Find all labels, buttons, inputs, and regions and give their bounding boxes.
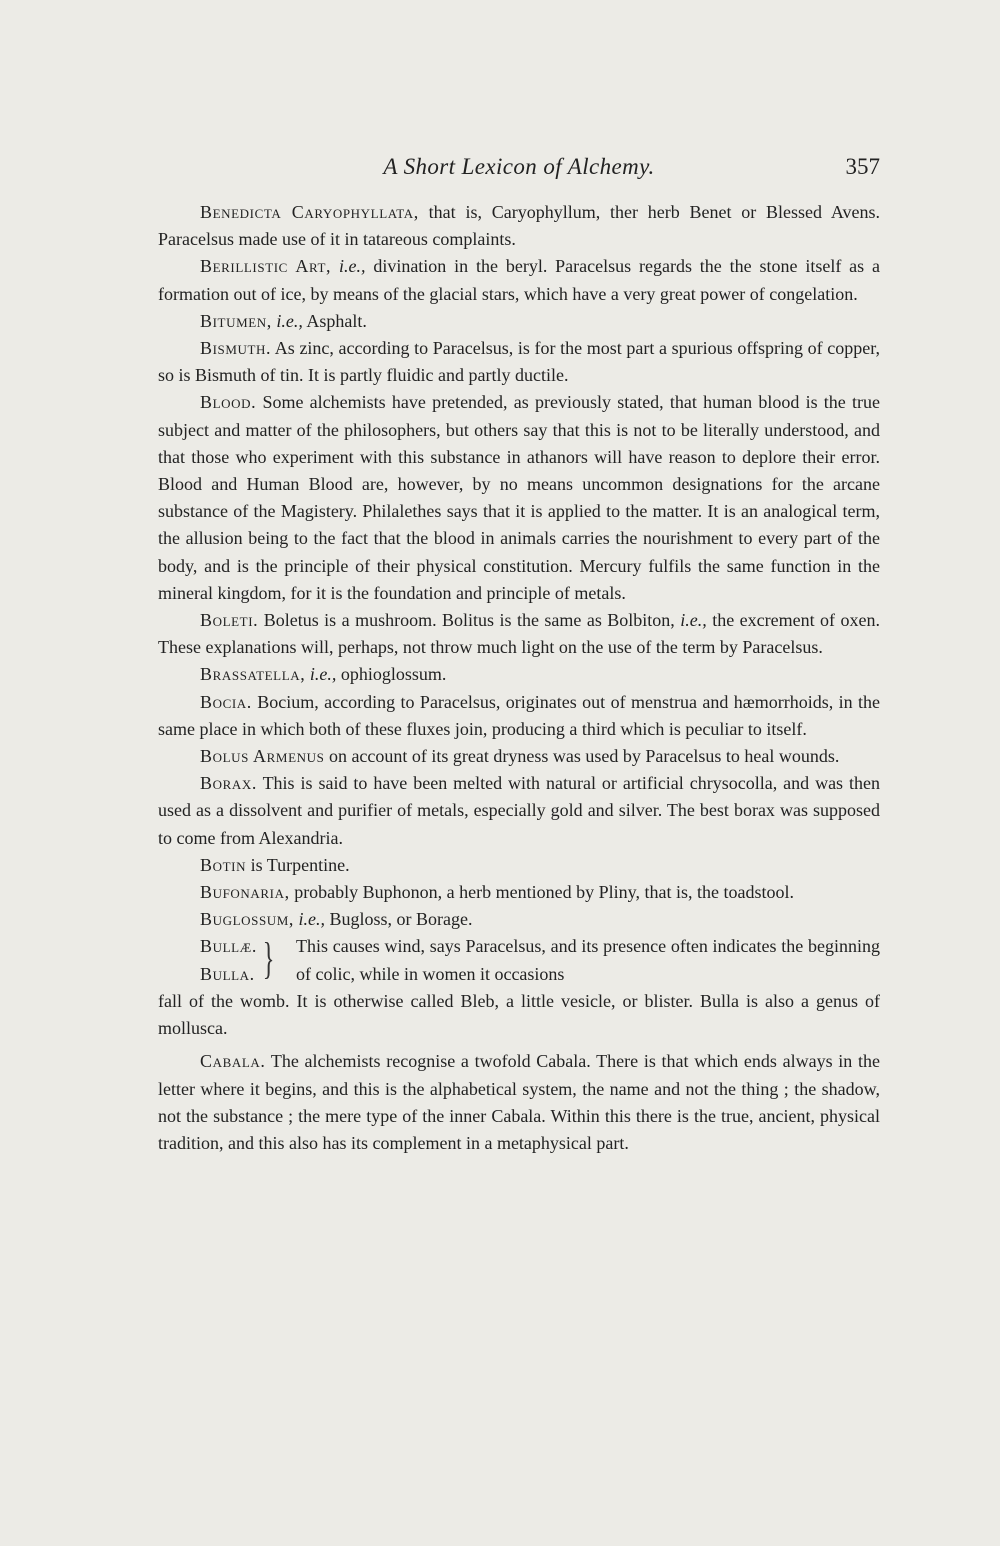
entry-text: Boletus is a mushroom. Bolitus is the same as Bolbiton, (258, 610, 675, 631)
entry-term: Bocia. (200, 691, 252, 712)
entry-berillistic (158, 253, 880, 307)
entry-term: Berillistic Art, (200, 256, 332, 277)
entry-text: The alchemists recognise a twofold Cabala. There is that which ends always in the letter where it begins, and this is the alphabetical system, the name and not the thing ; the shadow, not the substance ; the mere type of the inner Cabala. Within this there is the true, ancient, physical tradition, and this also has its complement in a metaphysical part. (158, 1051, 880, 1153)
bulla-text: This causes wind, says Paracelsus, and its presence often indicates the beginning of colic, while in women it occasions (296, 936, 880, 984)
bulla-terms (158, 933, 296, 987)
page-body (158, 199, 880, 1157)
bulla-row (158, 933, 880, 987)
entry-botin (158, 852, 880, 879)
entry-text: probably Buphonon, a herb mentioned by Pliny, that is, the toadstool. (289, 882, 794, 903)
entry-term: Bismuth. (200, 338, 272, 359)
entry-term: Brassatella, (200, 664, 306, 685)
entry-text: Bugloss, or Borage. (325, 909, 473, 930)
entry-cabala (158, 1048, 880, 1157)
entry-bulla (158, 933, 880, 1042)
entry-text: on account of its great dryness was used by Paracelsus to heal wounds. (324, 746, 840, 767)
entry-bitumen (158, 308, 880, 335)
entry-abbr: i.e., (305, 664, 337, 685)
entry-text: Asphalt. (302, 310, 367, 331)
entry-text: This is said to have been melted with natural or artificial chrysocolla, and was then used as a dissolvent and purifier of metals, especially gold and silver. The best borax was supposed to come from Alexandria. (158, 773, 880, 848)
entry-term: Bolus Armenus (200, 746, 325, 767)
entry-text: ophioglossum. (336, 664, 447, 685)
entry-text-continued: the excrement of oxen. These explanations will, perhaps, not throw much light on the use of the term by Paracelsus. (158, 610, 880, 658)
entry-term-bulla: Bulla. (200, 963, 255, 984)
entry-borax (158, 770, 880, 852)
entry-term: Boleti. (200, 610, 259, 631)
entry-term-bullae: Bullæ. (200, 936, 257, 957)
entry-term: Benedicta Caryophyllata, (200, 202, 419, 222)
entry-abbr: i.e., (331, 256, 366, 277)
entry-blood (158, 389, 880, 607)
entry-buglossum (158, 906, 880, 933)
entry-bocia (158, 689, 880, 743)
brace-glyph: } (262, 934, 275, 984)
page-header (158, 154, 880, 186)
entry-term: Blood. (200, 392, 257, 413)
entry-term: Botin (200, 854, 247, 875)
entry-bufonaria (158, 879, 880, 906)
entry-abbr: i.e., (271, 310, 303, 331)
running-title: A Short Lexicon of Alchemy. (383, 154, 655, 179)
entry-text: divination in the beryl. Paracelsus regards the the stone itself as a formation out of ice, by means of the glacial stars, which have a very great power of congelation. (158, 256, 880, 304)
entry-boleti (158, 607, 880, 661)
entry-text: Some alchemists have pretended, as previously stated, that human blood is the true subject and matter of the philosophers, but others say that this is not to be literally understood, and that those who experiment with this substance in athanors will have reason to deplore their error. Blood and Human Blood are, however, by no means uncommon designations for the arcane substance of the Magistery. Philalethes says that it is applied to the matter. It is an analogical term, the allusion being to the fact that the blood in animals carries the nourishment to every part of the body, and is the principle of their physical constitution. Mercury fulfils the same function in the mineral kingdom, for it is the foundation and principle of metals. (158, 392, 880, 603)
entry-abbr: i.e., (674, 610, 707, 631)
page-number: 357 (845, 154, 880, 179)
entry-text: Bocium, according to Paracelsus, originates out of menstrua and hæmorrhoids, in the same place in which both of these fluxes join, producing a third which is peculiar to itself. (158, 691, 880, 739)
entry-text: that is, Caryophyllum, ther herb Benet or Blessed Avens. Paracelsus made use of it in tatareous complaints. (158, 202, 880, 250)
entry-text: is Turpentine. (246, 854, 350, 875)
entry-bolus-armenus (158, 743, 880, 770)
entry-term: Cabala. (200, 1051, 266, 1072)
entry-brassatella (158, 661, 880, 688)
entry-term: Bufonaria, (200, 882, 290, 903)
entry-term: Buglossum, (200, 909, 295, 930)
entry-term: Bitumen, (200, 310, 272, 331)
entry-abbr: i.e., (294, 909, 326, 930)
entry-bismuth (158, 335, 880, 389)
entry-benedicta (158, 199, 880, 253)
entry-term: Borax. (200, 773, 257, 794)
bulla-continuation: fall of the womb. It is otherwise called Bleb, a little vesicle, or blister. Bulla is also a genus of mollusca. (158, 990, 880, 1039)
entry-text: As zinc, according to Paracelsus, is for the most part a spurious offspring of copper, so is Bismuth of tin. It is partly fluidic and partly ductile. (158, 338, 880, 386)
